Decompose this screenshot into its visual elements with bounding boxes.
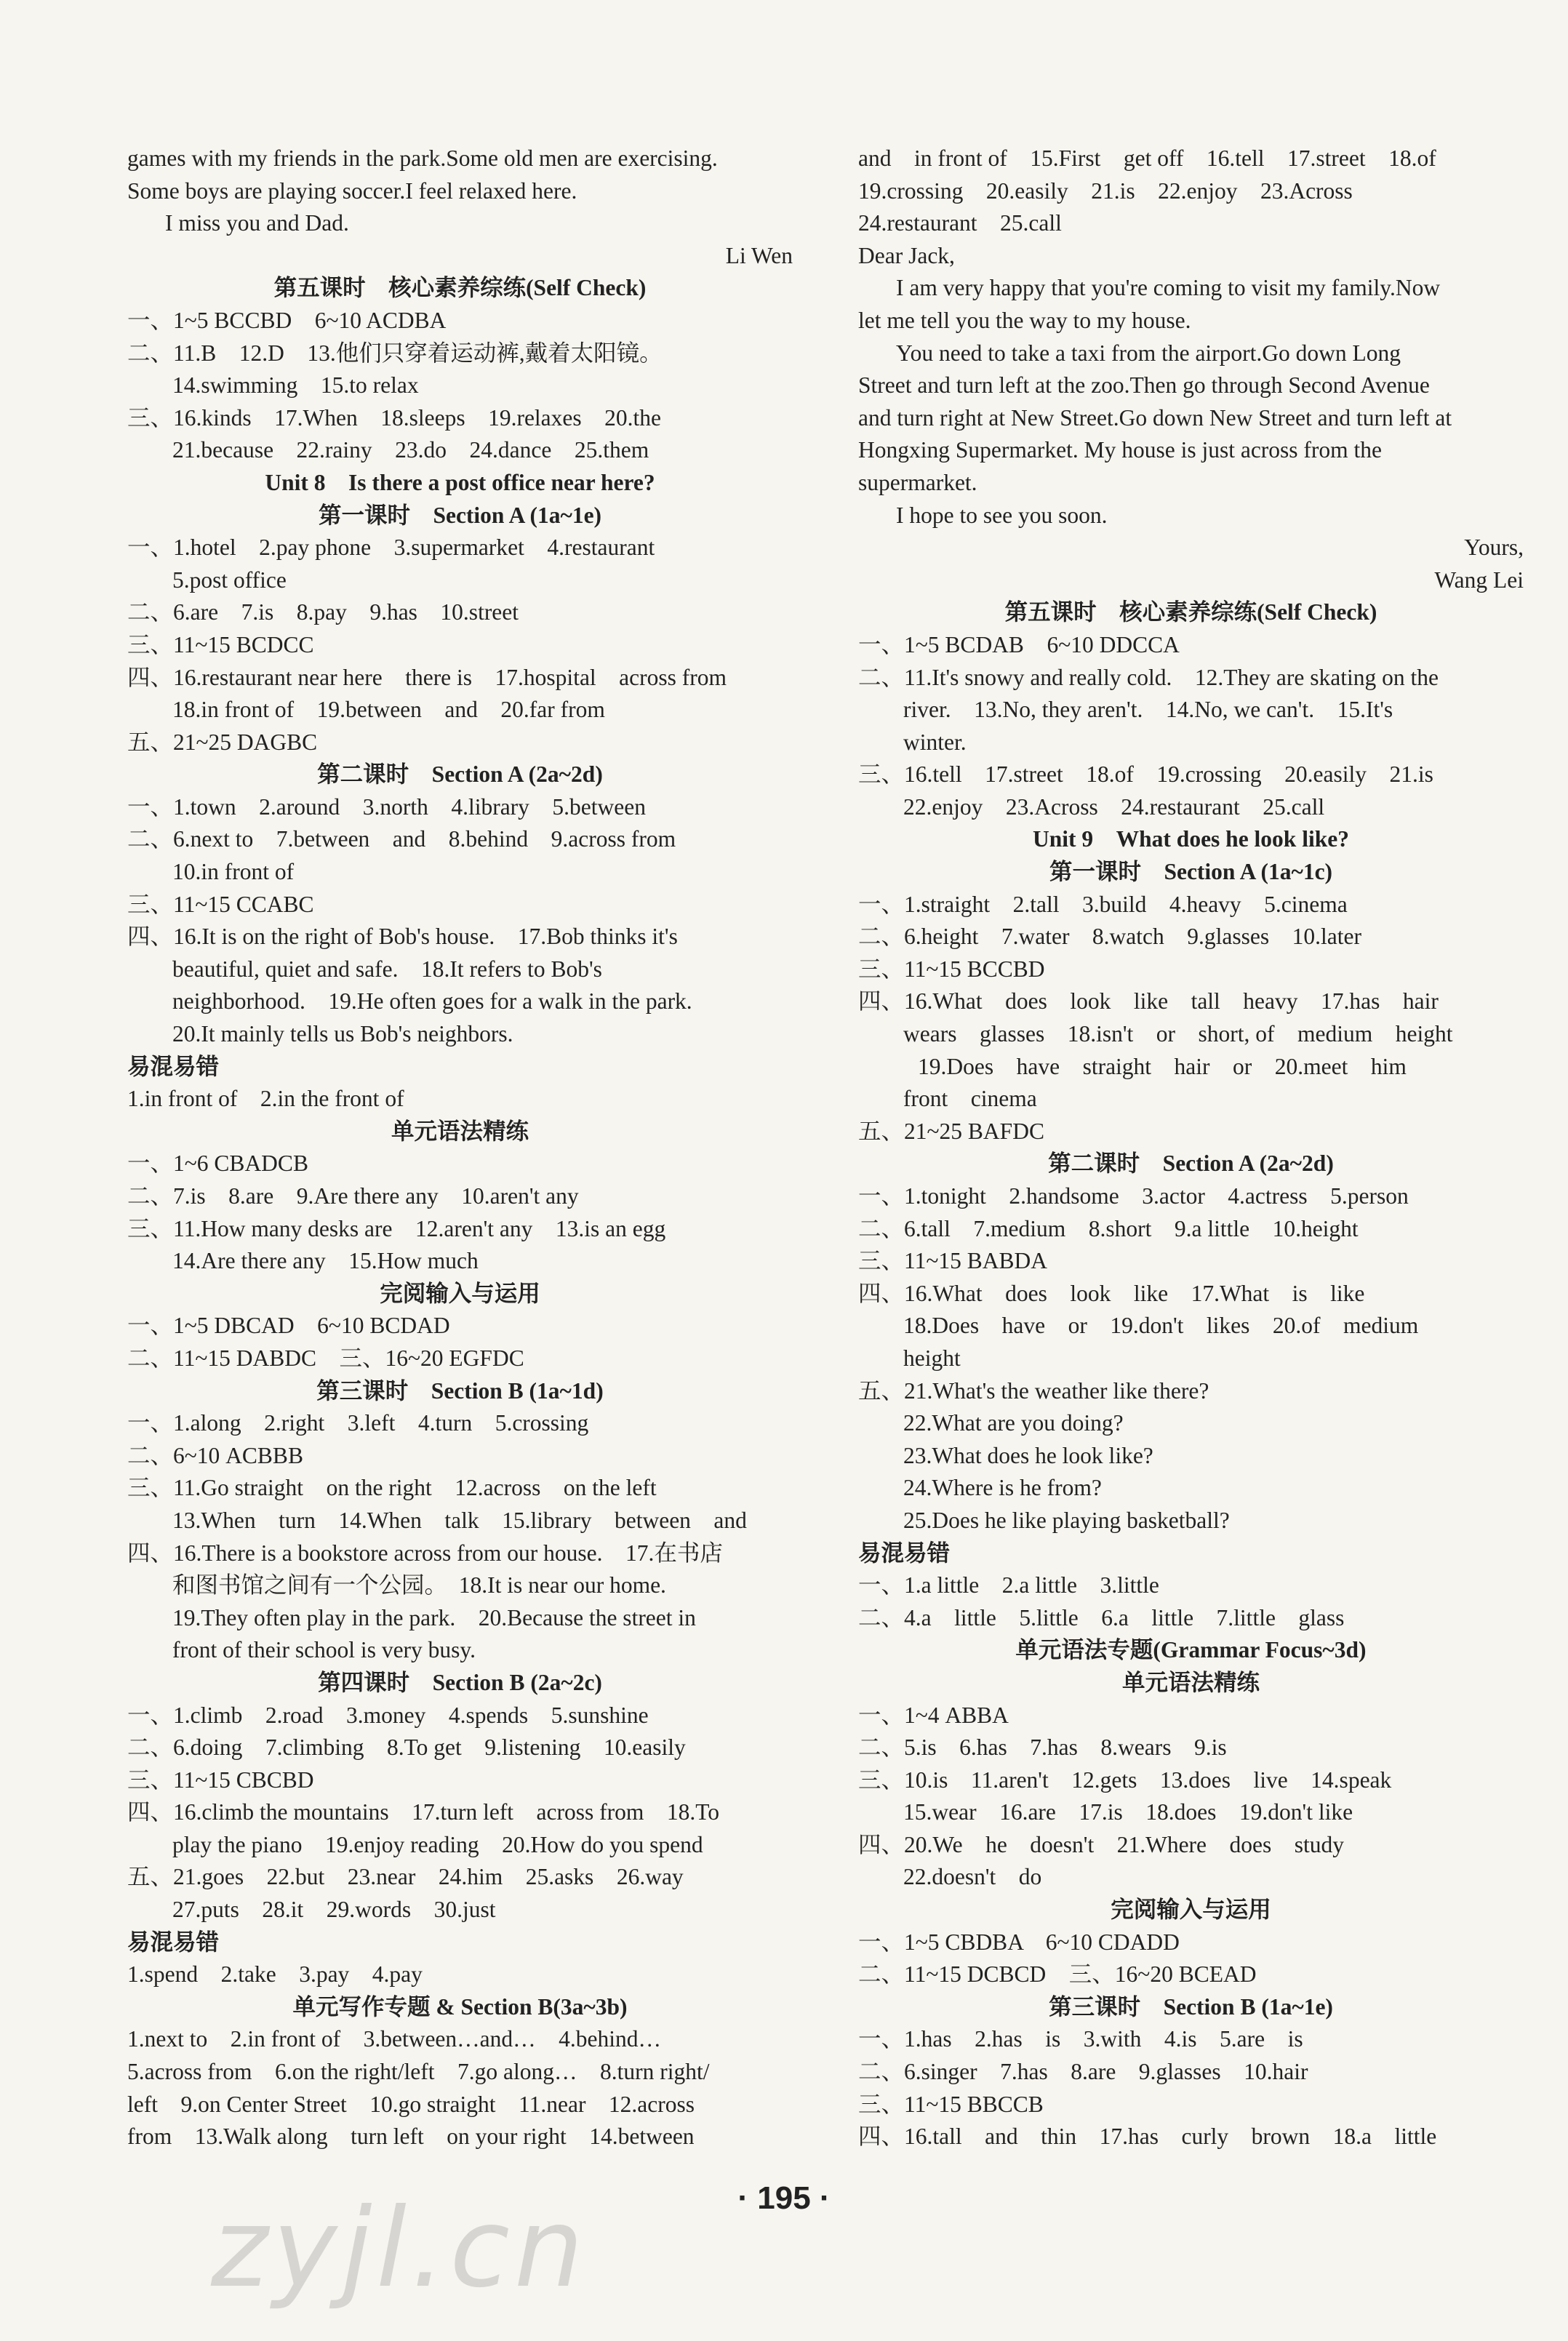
section-heading: 第三课时 Section B (1a~1e) xyxy=(1049,1993,1333,2020)
answer-line: 二、11.B 12.D 13.他们只穿着运动裤,戴着太阳镜。 xyxy=(127,340,663,366)
answer-line: 三、11~15 CBCBD xyxy=(127,1766,314,1793)
text-line: Hongxing Supermarket. My house is just across from the xyxy=(858,437,1383,463)
answer-line: 四、20.We he doesn't 21.Where does study xyxy=(858,1831,1345,1857)
answer-line: 一、1.town 2.around 3.north 4.library 5.between xyxy=(127,793,646,820)
section-heading: 第五课时 核心素养综练(Self Check) xyxy=(1004,599,1377,625)
answer-line: 二、6.doing 7.climbing 8.To get 9.listening 10.easily xyxy=(127,1734,686,1761)
left-column xyxy=(127,143,793,2153)
answer-line: height xyxy=(903,1345,961,1371)
answer-line: 一、1~5 BCDAB 6~10 DDCCA xyxy=(858,631,1180,657)
answer-line: 一、1~6 CBADCB xyxy=(127,1151,308,1177)
section-heading: 单元语法精练 xyxy=(1121,1669,1260,1695)
answer-line: 14.Are there any 15.How much xyxy=(172,1248,479,1274)
answer-line: 四、16.What does look like tall heavy 17.has hair xyxy=(858,988,1439,1015)
subsection-label: 易混易错 xyxy=(127,1929,220,1955)
answer-line: front cinema xyxy=(903,1086,1037,1112)
answer-line: 三、11.How many desks are 12.aren't any 13.is an egg xyxy=(127,1215,666,1241)
answer-line: 18.Does have or 19.don't likes 20.of medium xyxy=(903,1313,1419,1339)
answer-line: 一、1~5 CBDBA 6~10 CDADD xyxy=(858,1929,1180,1955)
text-line: Street and turn left at the zoo.Then go through Second Avenue xyxy=(858,372,1430,399)
answer-line: 一、1.along 2.right 3.left 4.turn 5.crossing xyxy=(127,1410,589,1436)
answer-line: 一、1.climb 2.road 3.money 4.spends 5.sunshine xyxy=(127,1702,649,1728)
answer-line: 三、16.tell 17.street 18.of 19.crossing 20.easily 21.is xyxy=(858,761,1433,788)
answer-line: 四、16.tall and thin 17.has curly brown 18.a little xyxy=(858,2124,1437,2150)
text-line: let me tell you the way to my house. xyxy=(858,307,1191,333)
subsection-label: 易混易错 xyxy=(127,1053,220,1079)
answer-line: 和图书馆之间有一个公园。 18.It is near our home. xyxy=(172,1572,666,1598)
answer-line: 五、21~25 BAFDC xyxy=(858,1118,1044,1144)
answer-line: 19.They often play in the park. 20.Because the street in xyxy=(172,1604,696,1630)
unit-heading: Unit 8 Is there a post office near here? xyxy=(265,469,655,495)
answer-line: 一、1.tonight 2.handsome 3.actor 4.actress 5.person xyxy=(858,1183,1409,1209)
answer-line: 三、11.Go straight on the right 12.across on the left xyxy=(127,1475,657,1501)
answer-line: 10.in front of xyxy=(172,859,295,885)
answer-line: 二、4.a little 5.little 6.a little 7.little glass xyxy=(858,1604,1345,1630)
answer-line: 一、1.straight 2.tall 3.build 4.heavy 5.cinema xyxy=(858,891,1348,917)
answer-line: 三、11~15 BABDA xyxy=(858,1248,1048,1274)
letter-signature: Wang Lei xyxy=(1434,567,1524,593)
answer-line: 三、10.is 11.aren't 12.gets 13.does live 14.speak xyxy=(858,1766,1392,1793)
section-heading: 第二课时 Section A (2a~2d) xyxy=(317,761,603,788)
answer-line: 27.puts 28.it 29.words 30.just xyxy=(172,1897,496,1923)
answer-line: winter. xyxy=(903,729,967,755)
answer-line: 24.restaurant 25.call xyxy=(858,210,1062,236)
answer-line: from 13.Walk along turn left on your right 14.between xyxy=(127,2124,695,2150)
text-line: I am very happy that you're coming to visit my family.Now xyxy=(896,275,1441,301)
page-number: · 195 · xyxy=(737,2180,831,2216)
text-line: games with my friends in the park.Some old men are exercising. xyxy=(127,145,718,171)
answer-line: river. 13.No, they aren't. 14.No, we can't. 15.It's xyxy=(903,697,1393,723)
section-heading: 第一课时 Section A (1a~1e) xyxy=(318,502,602,528)
answer-line: 18.in front of 19.between and 20.far from xyxy=(172,697,605,723)
answer-line: 三、11~15 BBCCB xyxy=(858,2091,1044,2117)
answer-line: 23.What does he look like? xyxy=(903,1442,1153,1468)
text-line: Some boys are playing soccer.I feel relaxed here. xyxy=(127,177,577,204)
answer-line: 25.Does he like playing basketball? xyxy=(903,1507,1230,1533)
answer-line: 二、7.is 8.are 9.Are there any 10.aren't any xyxy=(127,1183,579,1209)
section-heading: 完阅输入与运用 xyxy=(1111,1897,1271,1923)
text-line: I miss you and Dad. xyxy=(165,210,349,236)
answer-line: 一、1.has 2.has is 3.with 4.is 5.are is xyxy=(858,2026,1303,2052)
answer-line: 二、6.singer 7.has 8.are 9.glasses 10.hair xyxy=(858,2059,1308,2085)
answer-line: front of their school is very busy. xyxy=(172,1637,476,1663)
text-line: and turn right at New Street.Go down New Street and turn left at xyxy=(858,404,1452,431)
text-line: You need to take a taxi from the airport.Go down Long xyxy=(896,340,1401,366)
answer-line: 二、6.height 7.water 8.watch 9.glasses 10.later xyxy=(858,924,1361,950)
section-heading: 单元语法专题(Grammar Focus~3d) xyxy=(1015,1637,1367,1663)
answer-line: 1.spend 2.take 3.pay 4.pay xyxy=(127,1961,423,1988)
answer-line: 五、21.What's the weather like there? xyxy=(858,1377,1209,1404)
answer-line: 四、16.There is a bookstore across from our house. 17.在书店 xyxy=(127,1540,723,1566)
answer-line: play the piano 19.enjoy reading 20.How do you spend xyxy=(172,1831,703,1857)
answer-line: beautiful, quiet and safe. 18.It refers to Bob's xyxy=(172,956,602,982)
answer-line: 三、11~15 BCDCC xyxy=(127,631,314,657)
answer-line: 三、11~15 BCCBD xyxy=(858,956,1045,982)
answer-line: 一、1.a little 2.a little 3.little xyxy=(858,1572,1159,1598)
section-heading: 第四课时 Section B (2a~2c) xyxy=(318,1669,602,1695)
section-heading: 第二课时 Section A (2a~2d) xyxy=(1048,1151,1334,1177)
letter-greeting: Dear Jack, xyxy=(858,242,955,268)
answer-line: 三、11~15 CCABC xyxy=(127,891,314,917)
watermark: zyjl.cn xyxy=(211,2185,588,2312)
answer-line: 一、1~5 BCCBD 6~10 ACDBA xyxy=(127,307,447,333)
answer-line: wears glasses 18.isn't or short, of medium height xyxy=(903,1021,1453,1047)
answer-line: 五、21~25 DAGBC xyxy=(127,729,318,755)
answer-line: 5.post office xyxy=(172,567,287,593)
text-line: supermarket. xyxy=(858,469,977,495)
section-heading: 第三课时 Section B (1a~1d) xyxy=(316,1377,604,1404)
text-line: I hope to see you soon. xyxy=(896,502,1108,528)
answer-line: 22.What are you doing? xyxy=(903,1410,1124,1436)
answer-line: 1.in front of 2.in the front of xyxy=(127,1086,404,1112)
answer-line: neighborhood. 19.He often goes for a walk in the park. xyxy=(172,988,692,1015)
answer-line: 22.doesn't do xyxy=(903,1864,1042,1890)
answer-line: 1.next to 2.in front of 3.between…and… 4.behind… xyxy=(127,2026,661,2052)
answer-line: and in front of 15.First get off 16.tell 17.street 18.of xyxy=(858,145,1436,171)
answer-line: 一、1.hotel 2.pay phone 3.supermarket 4.restaurant xyxy=(127,535,655,561)
answer-line: 二、11~15 DABDC 三、16~20 EGFDC xyxy=(127,1345,524,1371)
answer-line: 二、6.are 7.is 8.pay 9.has 10.street xyxy=(127,599,519,625)
answer-line: 二、6~10 ACBBB xyxy=(127,1442,303,1468)
right-column xyxy=(858,143,1524,2153)
answer-line: 四、16.climb the mountains 17.turn left across from 18.To xyxy=(127,1799,720,1825)
answer-line: 19.crossing 20.easily 21.is 22.enjoy 23.Across xyxy=(858,177,1353,204)
section-heading: 单元语法精练 xyxy=(391,1118,529,1144)
letter-signature: Li Wen xyxy=(725,242,793,268)
answer-line: 五、21.goes 22.but 23.near 24.him 25.asks 26.way xyxy=(127,1864,684,1890)
section-heading: 完阅输入与运用 xyxy=(380,1280,540,1306)
answer-line: 21.because 22.rainy 23.do 24.dance 25.them xyxy=(172,437,649,463)
answer-line: 15.wear 16.are 17.is 18.does 19.don't like xyxy=(903,1799,1353,1825)
answer-line: 24.Where is he from? xyxy=(903,1475,1102,1501)
answer-line: 四、16.restaurant near here there is 17.hospital across from xyxy=(127,664,727,690)
unit-heading: Unit 9 What does he look like? xyxy=(1033,826,1349,852)
answer-line: 二、11~15 DCBCD 三、16~20 BCEAD xyxy=(858,1961,1257,1988)
answer-line: 一、1~5 DBCAD 6~10 BCDAD xyxy=(127,1313,450,1339)
section-heading: 单元写作专题 & Section B(3a~3b) xyxy=(292,1993,628,2020)
section-heading: 第一课时 Section A (1a~1c) xyxy=(1049,859,1333,885)
answer-line: 四、16.It is on the right of Bob's house. 17.Bob thinks it's xyxy=(127,924,678,950)
answer-line: 四、16.What does look like 17.What is like xyxy=(858,1280,1365,1306)
answer-line: 20.It mainly tells us Bob's neighbors. xyxy=(172,1021,513,1047)
answer-line: 5.across from 6.on the right/left 7.go along… 8.turn right/ xyxy=(127,2059,710,2085)
answer-line: 二、5.is 6.has 7.has 8.wears 9.is xyxy=(858,1734,1227,1761)
answer-line: 13.When turn 14.When talk 15.library between and xyxy=(172,1507,747,1533)
subsection-label: 易混易错 xyxy=(858,1540,951,1566)
letter-closing: Yours, xyxy=(1464,535,1524,561)
answer-line: 二、6.tall 7.medium 8.short 9.a little 10.height xyxy=(858,1215,1359,1241)
answer-line: 三、16.kinds 17.When 18.sleeps 19.relaxes 20.the xyxy=(127,404,662,431)
section-heading: 第五课时 核心素养综练(Self Check) xyxy=(273,275,647,301)
answer-line: 22.enjoy 23.Across 24.restaurant 25.call xyxy=(903,793,1325,820)
answer-line: left 9.on Center Street 10.go straight 11.near 12.across xyxy=(127,2091,695,2117)
answer-line: 二、6.next to 7.between and 8.behind 9.across from xyxy=(127,826,676,852)
answer-line: 19.Does have straight hair or 20.meet him xyxy=(918,1053,1407,1079)
answer-line: 二、11.It's snowy and really cold. 12.They are skating on the xyxy=(858,664,1439,690)
answer-line: 一、1~4 ABBA xyxy=(858,1702,1009,1728)
answer-line: 14.swimming 15.to relax xyxy=(172,372,419,399)
